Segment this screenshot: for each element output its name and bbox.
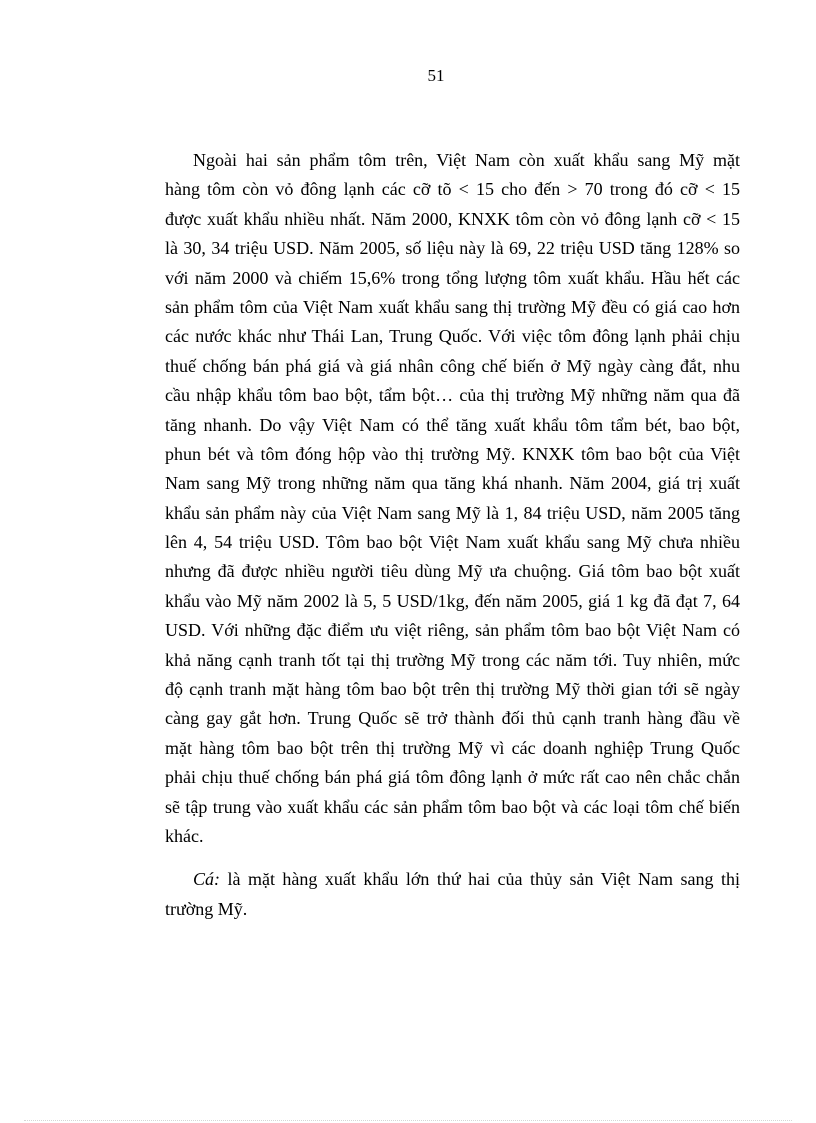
paragraph-line: lên 4, 54 triệu USD. Tôm bao bột Việt Nam xuất khẩu sang Mỹ chưa nhiều xyxy=(165,532,740,553)
paragraph-line: hàng tôm còn vỏ đông lạnh các cỡ tõ < 15 cho đến > 70 trong đó cỡ < 15 xyxy=(165,179,740,200)
paragraph-line: nhưng đã được nhiều người tiêu dùng Mỹ ưa chuộng. Giá tôm bao bột xuất xyxy=(165,561,740,582)
paragraph-line: khả năng cạnh tranh tốt tại thị trường Mỹ trong các năm tới. Tuy nhiên, mức xyxy=(165,649,740,670)
paragraph-line: được xuất khẩu nhiều nhất. Năm 2000, KNXK tôm còn vỏ đông lạnh cỡ < 15 xyxy=(165,208,740,229)
paragraph-fish-exports xyxy=(165,865,740,924)
paragraph-line: các nước khác như Thái Lan, Trung Quốc. Với việc tôm đông lạnh phải chịu xyxy=(165,326,740,347)
paragraph-line: tăng nhanh. Do vậy Việt Nam có thể tăng xuất khẩu tôm tẩm bét, bao bột, xyxy=(165,414,740,435)
paragraph-line: phun bét và tôm đóng hộp vào thị trường Mỹ. KNXK tôm bao bột của Việt xyxy=(165,443,740,464)
page-number: 51 xyxy=(427,66,445,85)
paragraph-spacing xyxy=(165,851,740,865)
paragraph-line: với năm 2000 và chiếm 15,6% trong tổng lượng tôm xuất khẩu. Hầu hết các xyxy=(165,267,740,288)
paragraph-line: cầu nhập khẩu tôm bao bột, tẩm bột… của thị trường Mỹ những năm qua đã xyxy=(165,385,740,406)
paragraph-line xyxy=(165,865,740,894)
paragraph-line: khẩu sản phẩm này của Việt Nam sang Mỹ là 1, 84 triệu USD, năm 2005 tăng xyxy=(165,502,740,523)
paragraph-line: mặt hàng tôm bao bột trên thị trường Mỹ vì các doanh nghiệp Trung Quốc xyxy=(165,737,740,758)
paragraph-line: khác. xyxy=(165,825,204,846)
paragraph-line: khẩu vào Mỹ năm 2002 là 5, 5 USD/1kg, đến năm 2005, giá 1 kg đã đạt 7, 64 xyxy=(165,590,740,611)
paragraph-line: phải chịu thuế chống bán phá giá tôm đông lạnh ở mức rất cao nên chắc chắn xyxy=(165,767,740,788)
paragraph-line: là 30, 34 triệu USD. Năm 2005, số liệu này là 69, 22 triệu USD tăng 128% so xyxy=(165,238,740,259)
paragraph-line: càng gay gắt hơn. Trung Quốc sẽ trở thành đối thủ cạnh tranh hàng đầu về xyxy=(165,708,740,729)
paragraph-line: thuế chống bán phá giá và giá nhân công chế biến ở Mỹ ngày càng đắt, nhu xyxy=(165,355,740,376)
body-text xyxy=(165,146,740,924)
paragraph-shrimp-exports xyxy=(165,146,740,851)
paragraph-line: sản phẩm tôm của Việt Nam xuất khẩu sang thị trường Mỹ đều có giá cao hơn xyxy=(165,296,740,317)
paragraph-line: Nam sang Mỹ trong những năm qua tăng khá nhanh. Năm 2004, giá trị xuất xyxy=(165,473,740,494)
paragraph-line: sẽ tập trung vào xuất khẩu các sản phẩm tôm bao bột và các loại tôm chế biến xyxy=(165,796,740,817)
page-bottom-border xyxy=(24,1120,792,1121)
italic-lead-term: Cá: xyxy=(193,869,220,890)
paragraph-text: là mặt hàng xuất khẩu lớn thứ hai của thủy sản Việt Nam sang thị xyxy=(220,869,740,890)
paragraph-line: Ngoài hai sản phẩm tôm trên, Việt Nam còn xuất khẩu sang Mỹ mặt xyxy=(193,150,740,170)
paragraph-line: trường Mỹ. xyxy=(165,898,248,919)
paragraph-line: độ cạnh tranh mặt hàng tôm bao bột trên thị trường Mỹ thời gian tới sẽ ngày xyxy=(165,679,740,700)
paragraph-line: USD. Với những đặc điểm ưu việt riêng, sản phẩm tôm bao bột Việt Nam có xyxy=(165,620,740,641)
